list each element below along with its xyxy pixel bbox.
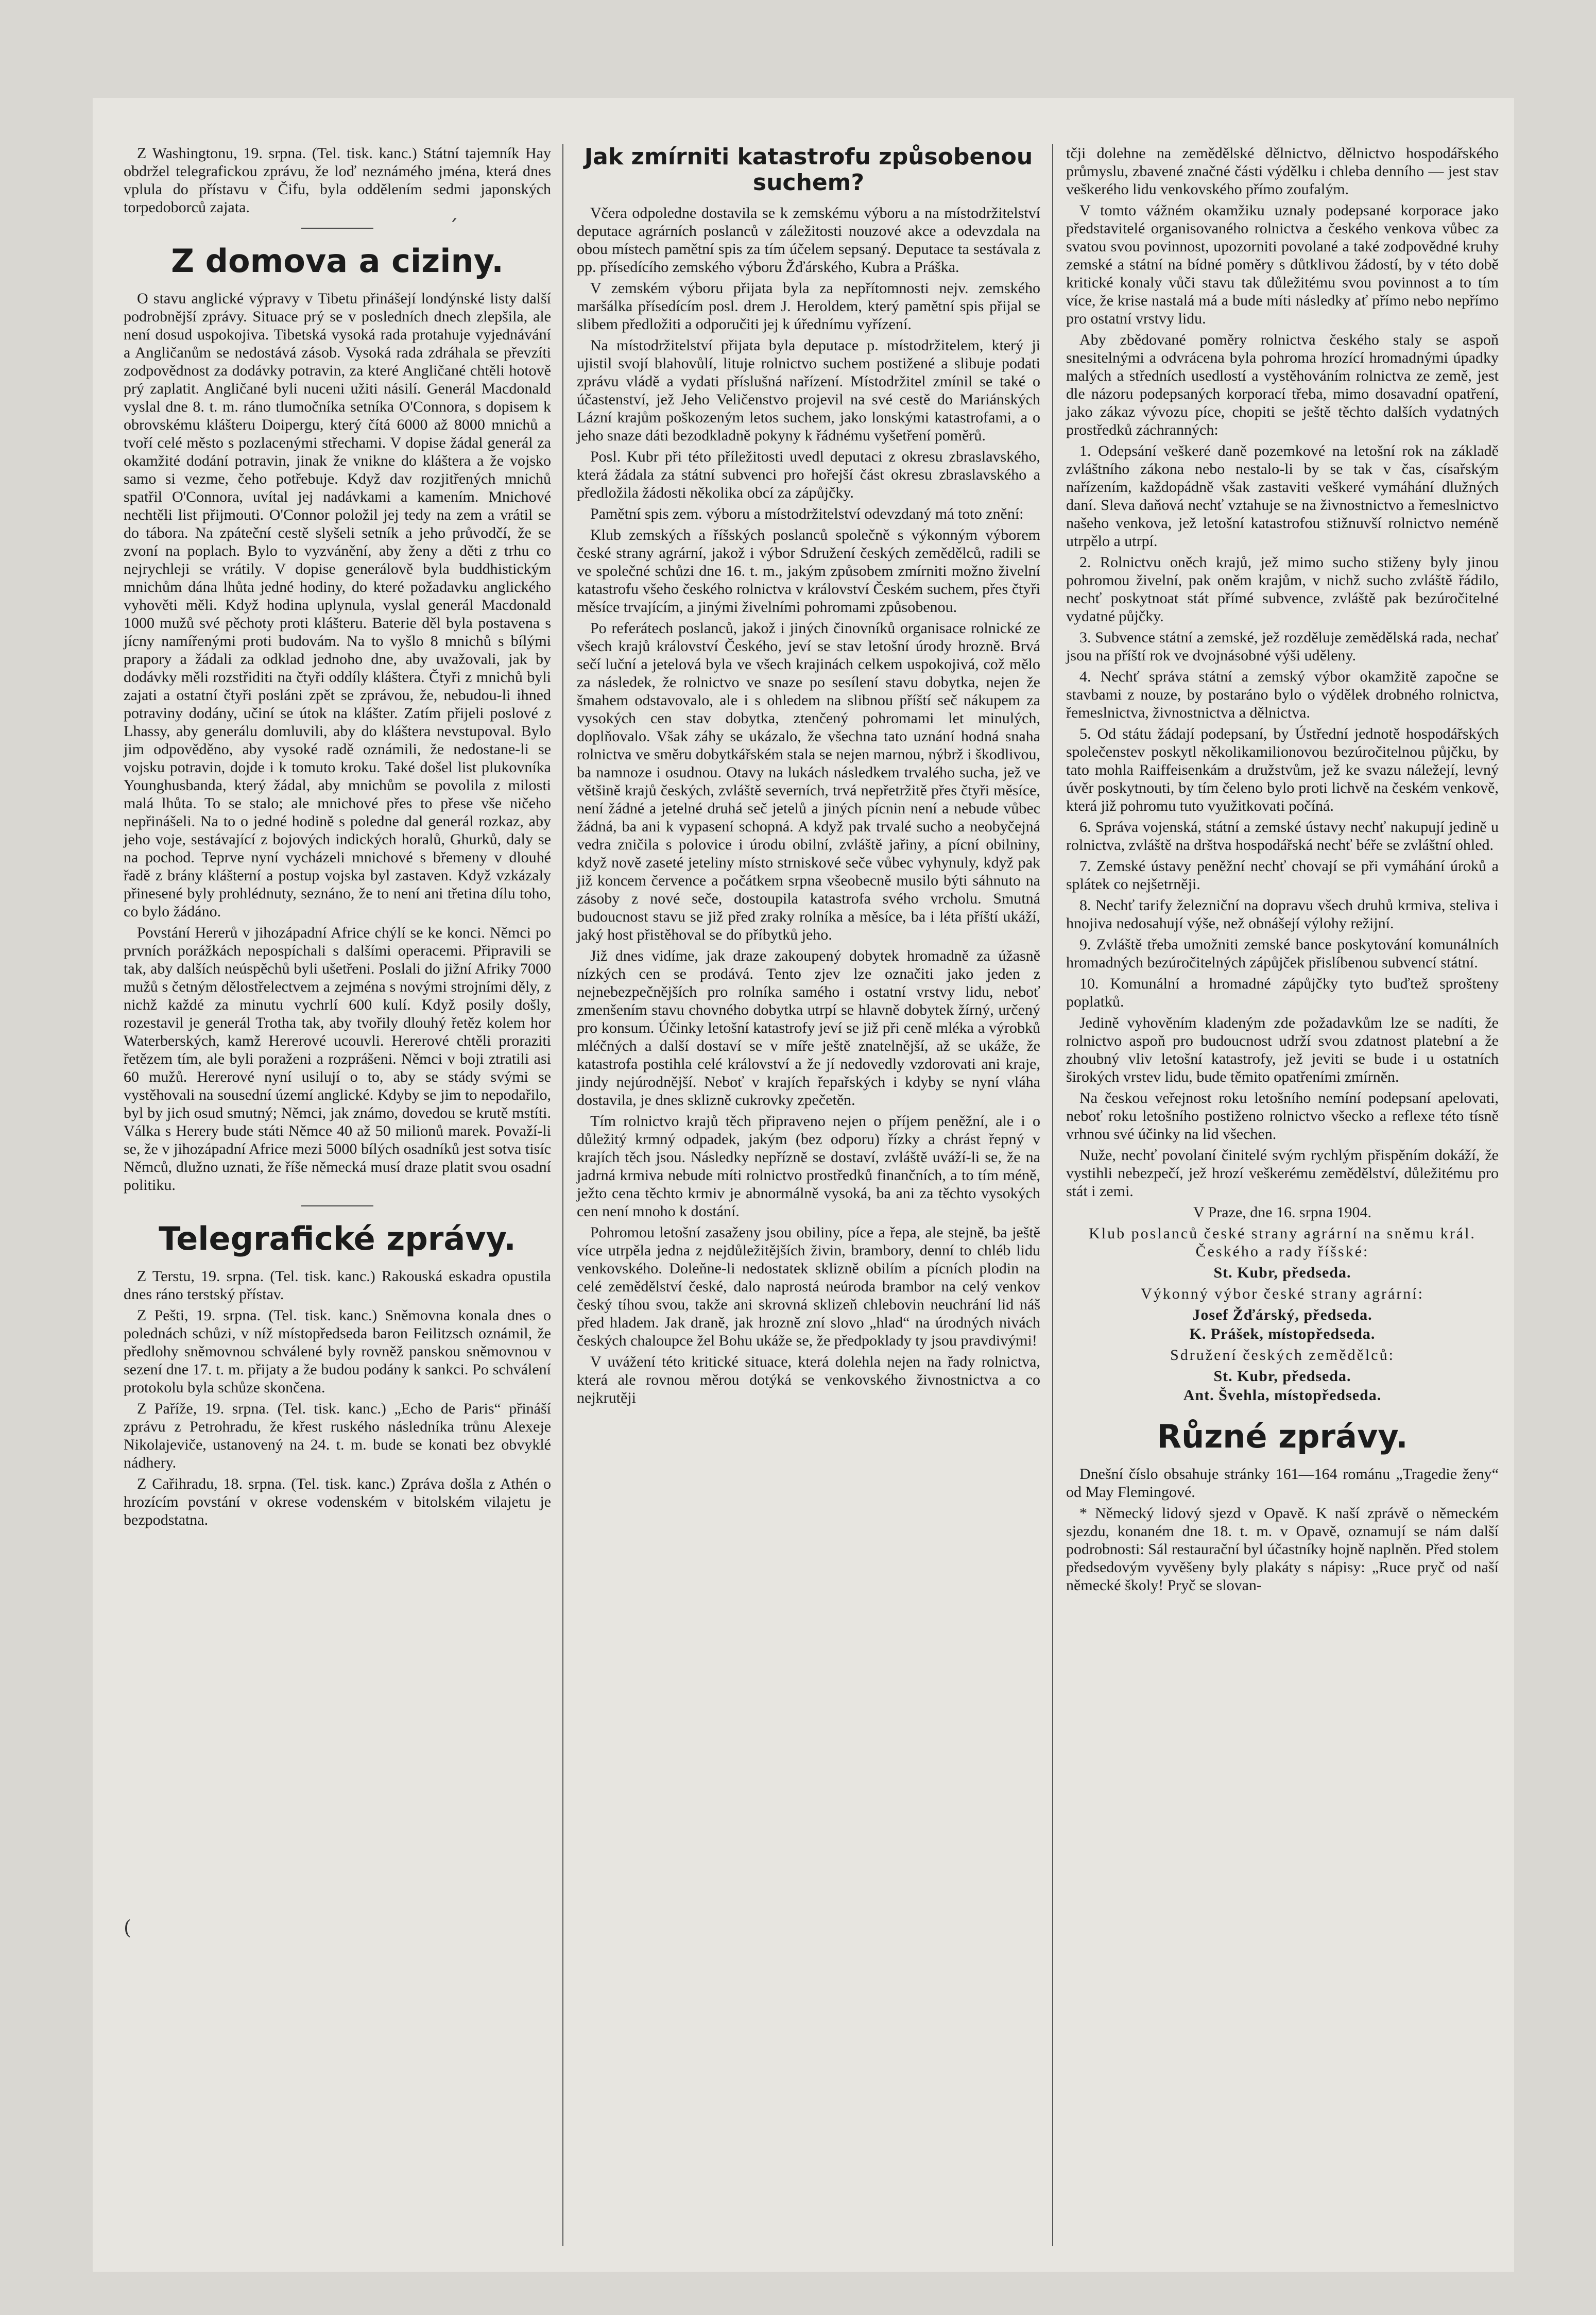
signature-person: K. Prášek, místopředseda. (1189, 1325, 1376, 1342)
article-paragraph: Pohromou letošní zasaženy jsou obiliny, píce a řepa, ale stejně, ba ještě více utrpěla jedna z nejdůležitějších živin, brambory, denní to chléb lidu venkovského. Doleňne-li nedostatek sklizně obilím a pícních plodin na celé zemědělství české, dalo naprostá neúroda brambor na celý venkov český tíhou svou, takže ani skrovná sklizeň chlebovin neuchrání lid náš před hladem. Jak draně, jak hrozně zní slovo „hlad“ na úrodných nivách českých chaloupce žel Bohu ukáže se, že předpoklady ty jsou pravdivými! (577, 1224, 1040, 1349)
article-paragraph: Na českou veřejnost roku letošního nemíní podepsaní apelovati, neboť roku letošního postiženo rolnictvo všecko a reflexe této tísně vrhnou své účinky na lid všechen. (1066, 1090, 1499, 1143)
column-divider (562, 144, 563, 2246)
dateline: V Praze, dne 16. srpna 1904. (1193, 1204, 1372, 1221)
signature-person: Josef Žďárský, předseda. (1192, 1306, 1372, 1323)
article-paragraph: Jedině vyhověním kladeným zde požadavkům lze se nadíti, že rolnictvo aspoň pro budoucnost udrží svou zdatnost platební a že zhoubný vliv letošní katastrofy, jež jeviti se bude i u ostatních širokých vrstev lidu, bude těmito opatřeními zmírněn. (1066, 1014, 1499, 1085)
telegraph-item: Z Pešti, 19. srpna. (Tel. tisk. kanc.) Sněmovna konala dnes o polednách schůzi, v níž místopředseda baron Feilitzsch oznámil, že předlohy sněmovnou schválené byly rovněž panskou sněmovnou v sezení dne 17. t. m. přijaty a že budou podány k sankci. Po schválení protokolu byla schůze skončena. (124, 1307, 551, 1396)
signature-org: Klub poslanců české strany agrární na sněmu král. Českého a rady říšské: (1089, 1225, 1476, 1260)
column-divider (1052, 144, 1053, 2246)
column-middle (577, 144, 1040, 1410)
margin-mark: ( (124, 1916, 131, 1939)
signature-person: Ant. Švehla, místopředseda. (1183, 1387, 1382, 1404)
article-paragraph: Tím rolnictvo krajů těch připraveno nejen o příjem peněžní, ale i o důležitý krmný odpadek, jakým (bez odporu) řízky a chrást řepný v krajích těch jsou. Následky nepřízně se dostaví, zvláště uváží-li se, že na jadrná krmiva nebude míti rolnictvo prostředků finančních, a to tím méně, ježto cena těchto krmiv je abnormálně vysoká, ba ani za těchto vysokých cen není mnoho k dostání. (577, 1113, 1040, 1220)
article-paragraph: Povstání Hererů v jihozápadní Africe chýlí se ke konci. Němci po prvních porážkách nepospíchali s dalšími operacemi. Připravili se tak, aby dalších neúspěchů byli ušetřeni. Poslali do jižní Afriky 7000 mužů s četným dělostřelectvem a zejména s novými strojními děly, z nichž každé za minutu vychrlí 600 kulí. Když posily došly, rozestavil je generál Trotha tak, aby tvořily dlouhý řetěz kolem hor Waterberských, kamž Hererové ucouvli. Hererové chtěli proraziti řetězem tím, ale byli poraženi a rozprášeni. Němci v boji ztratili asi 60 mužů. Hererové nyní usilují o to, aby se stády svými se vystěhovali na sousední území anglické. Kdyby se jim to nepodařilo, byl by jich osud smutný; Němci, jak známo, dovedou se krutě mstíti. Válka s Herery bude státi Němce 40 až 50 milionů marek. Považí-li se, že v jihozápadní Africe mezi 5000 bílých osadníků jest sotva tisíc Němců, dlužno uznati, že říše německá musí draze platit svou osadní politiku. (124, 924, 551, 1194)
article-paragraph: O stavu anglické výpravy v Tibetu přinášejí londýnské listy další podrobnější zprávy. Situace prý se v posledních dnech zlepšila, ale není dosud uspokojiva. Tibetská vysoká rada protahuje vyjednávání a Angličanům se nedostává zásob. Vysoká rada zdráhala se převzíti zodpovědnost za dodávky potravin, za které Angličané chtěli hotově prý zaplatit. Angličané byli nuceni užiti násilí. Generál Macdonald vyslal dne 8. t. m. ráno tlumočníka setníka O'Connora, s dopisem k obrovskému klášteru Doipergu, který čítá 6000 až 8000 mnichů a tvoří celé město s pozlacenými střechami. V dopise žádal generál za okamžité dodání potravin, jinak že vnikne do kláštera a že vojsko samo si vezme, čeho potřebuje. Když dav rozjitřených mnichů spatřil O'Connora, uvítal jej nadávkami a kamením. Mnichové nechtěli list přijmouti. O'Connor položil jej tedy na zem a vrátil se do tábora. Na zpáteční cestě slyšeli setník a jeho průvodčí, že se zvoní na poplach. Bylo to vyzvánění, aby ženy a děti z trhu co nejrychleji se vrátily. V dopise generálově byla buddhistickým mnichům dána lhůta jedné hodiny, do které požadavku anglického vyhověti měli. Když hodina uplynula, vyslal generál Macdonald 1000 mužů své pěchoty proti klášteru. Baterie děl byla postavena s jícny namířenými proti budovám. Na to vyšlo 8 mnichů s bílými prapory a žádali za odklad jednoho dne, aby uvažovali, jak by dodávky měli rozstřiditi na čtyři oddíly kláštera. Čtyři z mnichů byli zajati a ostatní čtyři posláni zpět se zprávou, že, nebudou-li ihned potraviny dodány, učiní se útok na klášter. Zatím přijeli poslové z Lhassy, aby generálu domluvili, aby do kláštera nevstupoval. Bylo jim odpověděno, aby vysoké radě oznámili, že nedostane-li se vojsku potravin, dojde i k tomuto kroku. Také došel list plukovníka Younghusbanda, který žádal, aby mnichům se povolila z milosti malá lhůta. To se stalo; ale mnichové přes to přese vše ničeho nepřinášeli. Na to o jedné hodině s poledne dal generál rozkaz, aby jeho voje, sestávající z bojových indických horalů, Ghurků, daly se na pochod. Teprve nyní vycházeli mnichové s břemeny v dlouhé řadě z brány klášterní a postup vojska byl zastaven. Když vzkázaly přinesené byly prohlédnuty, seznáno, že to není ani třetina dílu toho, co bylo žádáno. (124, 290, 551, 920)
newspaper-page (93, 98, 1514, 2272)
article-paragraph: Dnešní číslo obsahuje stránky 161—164 románu „Tragedie ženy“ od May Flemingové. (1066, 1466, 1499, 1501)
demand-item: 10. Komunální a hromadné zápůjčky tyto buďtež sprošteny poplatků. (1066, 975, 1499, 1010)
article-paragraph: Po referátech poslanců, jakož i jiných činovníků organisace rolnické ze všech krajů království Českého, jeví se stav letošní úrody hrozně. Brvá sečí luční a jetelová byla ve všech krajinách celkem uspokojivá, což mělo za následek, že rolnictvo ve snaze po sesílení stavu dobytka, nejen že šmahem odstavovalo, ale i s ohledem na slibnou příští seč nákupem za vysokých cen stav dobytka, ztenčený pohromami let minulých, doplňovalo. Však záhy se ukázalo, že všechna tato uznání hodná snaha rolnictva ve směru dobytkářském stala se nejen marnou, nýbrž i škodlivou, ba namnoze i osudnou. Otavy na lukách následkem trvalého sucha, jež ve většině krajů českých, zvláště severních, trvá nepřetržitě přes čtyři měsíce, není žádné a jetelné druhá seč jetelů a jiných pícnin není a nebude vůbec žádná, ba ani k vypasení schopná. A když pak trvalé sucho a neobyčejná vedra zničila s polovice i úrodu obilní, zvláště jařiny, a pícní obilniny, když nově zaseté jeteliny místo strniskové seče vůbec vyhynuly, když pak již koncem července a počátkem srpna všeobecně musilo býti sáhnuto na zásoby z nové seče, dostoupila katastrofa svého vrcholu. Smutná budoucnost stavu se již před zraky rolníka a měsíce, ba i léta příští ukáží, jaký host přistěhoval se do příbytků jeho. (577, 620, 1040, 943)
demand-item: 6. Správa vojenská, státní a zemské ústavy nechť nakupují jedině u rolnictva, zvláště na drštva hospodářská nechť béře se zvláštní ohled. (1066, 819, 1499, 854)
article-paragraph: * Německý lidový sjezd v Opavě. K naší zprávě o německém sjezdu, konaném dne 18. t. m. v Opavě, oznamují se nám další podrobnosti: Sál restaurační byl účastníky hojně naplněn. Před stolem předsedovým vyvěšeny byly plakáty s nápisy: „Ruce pryč od naší německé školy! Pryč se slovan- (1066, 1505, 1499, 1594)
demand-item: 8. Nechť tarify železniční na dopravu všech druhů krmiva, steliva i hnojiva nedosahují výše, než obnášejí výlohy režijní. (1066, 897, 1499, 932)
section-title: Telegrafické zprávy. (159, 1220, 516, 1257)
article-paragraph: Aby zbědované poměry rolnictva českého staly se aspoň snesitelnými a odvrácena byla pohroma hrozící hromadnými úpadky malých a středních usedlostí a vystěhováním rolnictva ze země, jest dle názoru podepsaných korporací třeba, mimo dosavadní opatření, jako zákaz vývozu píce, chopiti se ještě těchto dalších vydatných prostředků záchranných: (1066, 331, 1499, 438)
article-continuation: tčji dolehne na zemědělské dělnictvo, dělnictvo hospodářského průmyslu, zbavené značné části výdělku i chleba denního — jest stav veškerého lidu venkovského přímo zoufalým. (1066, 145, 1499, 198)
divider (301, 228, 373, 229)
demand-item: 9. Zvláště třeba umožniti zemské bance poskytování komunálních hromadných bezúročitelných zápůjček přislíbenou subvencí státní. (1066, 936, 1499, 971)
signature-person: St. Kubr, předseda. (1213, 1264, 1351, 1281)
signature-org: Sdružení českých zemědělců: (1170, 1347, 1395, 1364)
telegraph-item: Z Paříže, 19. srpna. (Tel. tisk. kanc.) „Echo de Paris“ přináší zprávu z Petrohradu, že křest ruského následníka trůnu Alexeje Nikolajeviče, ustanovený na 24. t. m. bude se konati bez obvyklé nádhery. (124, 1400, 551, 1471)
section-title: Z domova a ciziny. (171, 242, 504, 280)
signature-org: Výkonný výbor české strany agrární: (1141, 1285, 1424, 1302)
column-right (1066, 144, 1499, 1597)
article-paragraph: V tomto vážném okamžiku uznaly podepsané korporace jako představitelé organisovaného rolnictva a českého venkova vůbec za svatou svou povinnost, upozorniti povolané a také zodpovědné kruhy zemské a státní na bídné poměry s důtklivou žádostí, by v této době kritické konaly vůči stavu tak důležitému svou povinnost a to tím více, že krise nastalá má a bude míti následky ať přímo nebo nepřímo pro ostatní vrstvy lidu. (1066, 202, 1499, 327)
news-brief: Z Washingtonu, 19. srpna. (Tel. tisk. kanc.) Státní tajemník Hay obdržel telegrafickou zprávu, že loď neznámého jména, která dnes vplula do přístavu v Čifu, byla oddělením sedmi japonských torpedoborců zajata. (124, 145, 551, 216)
article-paragraph: V zemském výboru přijata byla za nepřítomnosti nejv. zemského maršálka přísedícím posl. drem J. Heroldem, který pamětní spis přijal se slibem předložiti a odporučiti jej k úřednímu vyřízení. (577, 280, 1040, 333)
article-paragraph: Klub zemských a říšských poslanců společně s výkonným výborem české strany agrární, jakož i výbor Sdružení českých zemědělců, radili se ve společné schůzi dne 16. t. m., jakým způsobem zmírniti možno živelní katastrofu všeho českého rolnictva v království Českém suchem, přes čtyři měsíce trvajícím, a jinými živelními pohromami způsobenou. (577, 526, 1040, 616)
section-title: Různé zprávy. (1157, 1418, 1408, 1455)
ink-mark: ´ (448, 216, 458, 240)
demand-item: 4. Nechť správa státní a zemský výbor okamžitě započne se stavbami z nouze, by postaráno bylo o výdělek drobného rolnictva, řemeslnictva, živnostnictva a dělnictva. (1066, 668, 1499, 721)
article-paragraph: Pamětní spis zem. výboru a místodržitelství odevzdaný má toto znění: (590, 505, 1024, 522)
demand-item: 5. Od státu žádají podepsaní, by Ústřední jednotě hospodářských společenstev poskytl několikamilionovou bezúročitelnou půjčku, by tato mohla Raiffeisenkám a družstvům, jež ke svazu náležejí, levný úvěr poskytnouti, by tím čeleno bylo proti lichvě na českém venkově, která již pohromu tuto využitkovati počíná. (1066, 725, 1499, 814)
telegraph-item: Z Terstu, 19. srpna. (Tel. tisk. kanc.) Rakouská eskadra opustila dnes ráno terstský přístav. (124, 1268, 551, 1303)
demand-item: 2. Rolnictvu oněch krajů, jež mimo sucho stiženy byly jinou pohromou živelní, pak oněm krajům, v nichž sucho zvláště řádilo, nechť poskytnoat stát přímé subvence, zvláště pak bezúročitelné vydatné půjčky. (1066, 554, 1499, 625)
article-paragraph: Včera odpoledne dostavila se k zemskému výboru a na místodržitelství deputace agrárních poslanců v záležitosti nouzové akce a odevzdala na obou místech pamětní spis za tím účelem sepsaný. Deputace ta sestávala z pp. přísedícího zemského výboru Žďárského, Kubra a Práška. (577, 205, 1040, 276)
telegraph-item: Z Cařihradu, 18. srpna. (Tel. tisk. kanc.) Zpráva došla z Athén o hrozícím povstání v okrese vodenském v bitolském vilajetu je bezpodstatna. (124, 1475, 551, 1528)
article-paragraph: Nuže, nechť povolaní činitelé svým rychlým přispěním dokáží, že vystihli nebezpečí, jež hrozí veškerému zemědělství, důležitému pro stát i zemi. (1066, 1147, 1499, 1200)
demand-item: 1. Odepsání veškeré daně pozemkové na letošní rok na základě zvláštního zákona nebo nestalo-li by se tak v čas, císařským nařízením, každopádně však zastaviti veškeré vymáhání dlužných daní. Sleva daňová nechť vztahuje se na živnostnictvo a řemeslnictvo našeho venkova, jež letošní katastrofou stižnuvší rolnictvo neméně utrpělo a utrpí. (1066, 442, 1499, 550)
demand-item: 7. Zemské ústavy peněžní nechť chovají se při vymáhání úroků a splátek co nejšetrněji. (1066, 858, 1499, 893)
article-paragraph: V uvážení této kritické situace, která dolehla nejen na řady rolnictva, která ale rovnou měrou dotýká se venkovského živnostnictva a co nejkrutěji (577, 1353, 1040, 1406)
article-paragraph: Posl. Kubr při této příležitosti uvedl deputaci z okresu zbraslavského, která žádala za státní subvenci pro hořejší část okresu zbraslavského a předložila žádosti několika obcí za zápůjčky. (577, 448, 1040, 501)
article-paragraph: Již dnes vidíme, jak draze zakoupený dobytek hromadně za úžasně nízkých cen se prodává. Tento zjev lze označiti jako jeden z nejnebezpečnějších pro rolníka samého i ostatní vrstvy lidu, neboť zmenšením stavu chovného dobytka utrpí se hlavně dobytek žírný, určený pro konsum. Účinky letošní katastrofy jeví se již při ceně mléka a výrobků mléčných a další dostaví se v míře ještě znatelnější, až se ukáže, že katastrofa postihla celé království a že jí nedovedly vzdorovati ani kraje, jindy nejúrodnější. Neboť v krajích řepařských i kdyby se nyní vláha dostavila, je dnes sklizně cukrovky zpečetěn. (577, 947, 1040, 1109)
column-left (124, 144, 551, 1532)
article-title: Jak zmírniti katastrofu způsobenou suchem? (584, 144, 1033, 196)
article-paragraph: Na místodržitelství přijata byla deputace p. místodržitelem, který ji ujistil svojí blahovůlí, lituje rolnictvo suchem postižené a slibuje podati zprávu vládě a vydati příslušná nařízení. Místodržitel zmínil se také o účastenství, jež Jeho Veličenstvo projevil na své cestě do Mariánských Lázní krajům poškozeným letos suchem, jako lonskými katastrofami, a o jeho snaze dáti bezodkladně pokyny k řádnému vyšetření poměrů. (577, 337, 1040, 444)
divider (301, 1205, 373, 1206)
demand-item: 3. Subvence státní a zemské, jež rozděluje zemědělská rada, nechať jsou na příští rok ve dvojnásobné výši uděleny. (1066, 629, 1499, 664)
signature-person: St. Kubr, předseda. (1213, 1368, 1351, 1385)
